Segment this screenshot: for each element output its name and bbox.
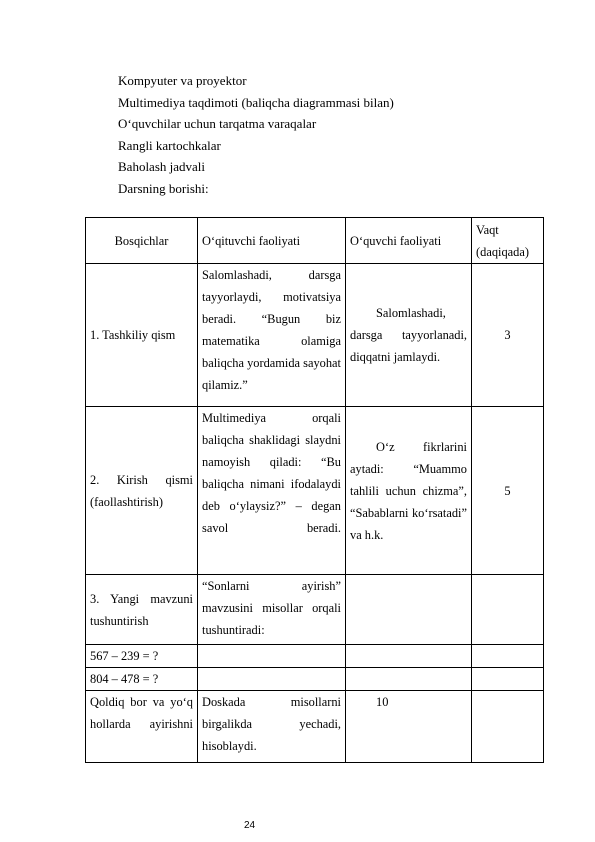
list-item: Baholash jadvali [118,159,206,175]
header-stages: Bosqichlar [86,218,198,264]
table-row [86,668,544,691]
stage-cell: 3. Yangi mavzuni tushuntirish [86,575,198,645]
header-teacher: O‘qituvchi faoliyati [198,218,346,264]
stage-cell: 2. Kirish qismi (faollashtirish) [86,407,198,575]
teacher-cell: “Sonlarni ayirish” mavzusini misollar orqali tushuntiradi: [198,575,346,645]
list-item: Kompyuter va proyektor [118,73,247,88]
table-row [86,575,544,645]
teacher-cell: Multimediya orqali baliqcha shaklidagi slaydni namoyish qiladi: “Bu baliqcha nimani ifodalaydi deb o‘ylaysiz?” – degan savol beradi. [198,407,346,575]
stage-cell: 1. Tashkiliy qism [86,264,198,407]
table-row [86,691,544,763]
table-header-row [86,218,544,264]
list-item: O‘quvchilar uchun tarqatma varaqalar [118,116,317,132]
materials-list [118,70,394,200]
time-cell [472,645,544,668]
stage-cell: Qoldiq bor va yo‘q hollarda ayirishni [86,691,198,763]
table-row [86,264,544,407]
header-student: O‘quvchi faoliyati [346,218,472,264]
student-cell: O‘z fikrlarini aytadi: “Muammo tahlili uchun chizma”, “Sabablarni ko‘rsatadi” va h.k. [346,407,472,575]
stage-cell: 567 – 239 = ? [86,645,198,668]
student-cell: 10 [346,691,472,763]
time-cell: 5 [472,407,544,575]
stage-cell: 804 – 478 = ? [86,668,198,691]
lesson-plan-table [85,217,544,763]
teacher-cell [198,668,346,691]
list-item: Multimediya taqdimoti (baliqcha diagrammasi bilan) [118,94,394,110]
list-item: Rangli kartochkalar [118,137,221,153]
student-cell [346,645,472,668]
page-number: 24 [244,820,256,831]
table-row [86,407,544,575]
teacher-cell: Salomlashadi, darsga tayyorlaydi, motivatsiya beradi. “Bugun biz matematika olamiga baliqcha yordamida sayohat qilamiz.” [198,264,346,407]
time-cell: 3 [472,264,544,407]
teacher-cell [198,645,346,668]
time-cell [472,668,544,691]
table-row [86,645,544,668]
lesson-flow-heading: Darsning borishi: [118,180,209,196]
student-cell: Salomlashadi, darsga tayyorlanadi, diqqatni jamlaydi. [346,264,472,407]
student-cell [346,668,472,691]
time-cell [472,691,544,763]
teacher-cell: Doskada misollarni birgalikda yechadi, hisoblaydi. [198,691,346,763]
header-time: Vaqt (daqiqada) [472,218,544,264]
student-cell [346,575,472,645]
time-cell [472,575,544,645]
